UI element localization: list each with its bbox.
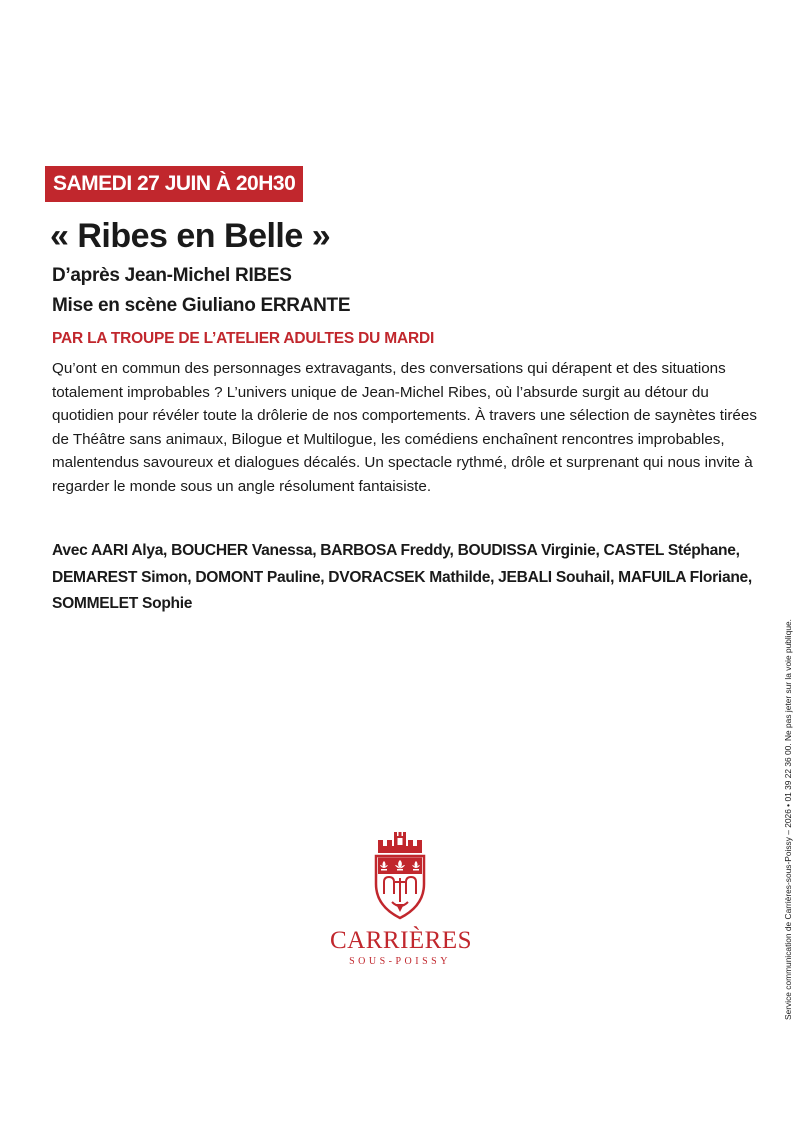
logo-name: CARRIÈRES bbox=[330, 927, 473, 954]
event-description: Qu’ont en commun des personnages extravagants, des conversations qui dérapent et des situations totalement improbables ? L’univers unique de Jean-Michel Ribes, où l’absurde surgit au détour du quotidien pour révéler toute la drôlerie de nos comportements. À travers une sélection de saynètes tirées de Théâtre sans animaux, Bilogue et Multilogue, les comédiens enchaînent rencontres improbables, malentendus savoureux et dialogues décalés. Un spectacle rythmé, drôle et surprenant qui nous invite à regarder le monde sous un angle résolument fantaisiste. bbox=[52, 360, 757, 495]
event-title: « Ribes en Belle » bbox=[50, 217, 331, 255]
date-badge: SAMEDI 27 JUIN À 20H30 bbox=[45, 166, 303, 202]
town-logo bbox=[330, 832, 473, 972]
author-line: D’après Jean-Michel RIBES bbox=[52, 265, 292, 286]
director-line: Mise en scène Giuliano ERRANTE bbox=[52, 295, 351, 316]
legal-notice: Service communication de Carrières-sous-Poissy – 2026 • 01 39 22 36 00. Ne pas jeter sur la voie publique. bbox=[783, 619, 793, 1020]
cast-list: Avec AARI Alya, BOUCHER Vanessa, BARBOSA Freddy, BOUDISSA Virginie, CASTEL Stéphane, DEMAREST Simon, DOMONT Pauline, DVORACSEK Mathilde, JEBALI Souhail, MAFUILA Floriane, SOMMELET Sophie bbox=[52, 542, 752, 612]
logo-subname: SOUS-POISSY bbox=[349, 956, 451, 967]
troupe-line: PAR LA TROUPE DE L’ATELIER ADULTES DU MARDI bbox=[52, 330, 435, 347]
town-coat-of-arms-icon bbox=[370, 832, 430, 920]
